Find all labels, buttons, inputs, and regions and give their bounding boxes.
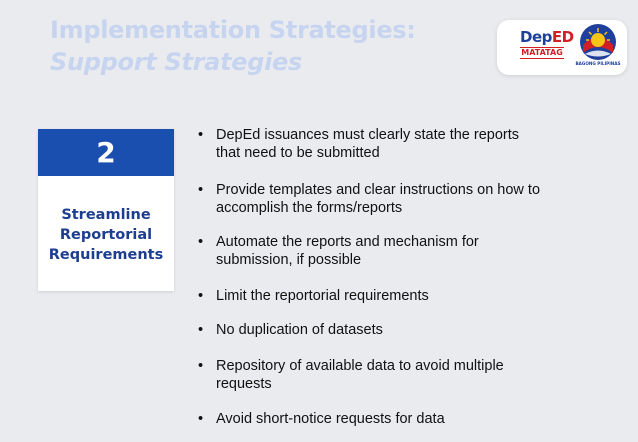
bagong-pilipinas-emblem-icon	[579, 23, 617, 61]
bagong-pilipinas-logo	[575, 23, 621, 67]
slide-title	[50, 14, 416, 78]
bullet-line: Limit the reportorial requirements	[216, 288, 429, 304]
bullet-line: submission, if possible	[216, 252, 362, 268]
strategy-card	[38, 129, 174, 291]
bullet-marker: •	[198, 182, 204, 198]
bullet-marker: •	[198, 322, 204, 338]
bullet-line: No duplication of datasets	[216, 322, 383, 338]
title-line-2: Support Strategies	[50, 48, 302, 76]
bullet-item	[196, 357, 616, 393]
deped-logo-text: DepED	[520, 28, 574, 46]
bullet-line: DepEd issuances must clearly state the reports	[216, 127, 520, 143]
bullet-line: that need to be submitted	[216, 145, 380, 161]
bullet-line: Provide templates and clear instructions on how to	[216, 182, 541, 198]
bullet-item	[196, 181, 616, 217]
strategy-title-line: Streamline	[61, 207, 151, 223]
bullet-marker: •	[198, 358, 204, 374]
bullet-line: Repository of available data to avoid multiple	[216, 358, 504, 374]
strategy-title-line: Reportorial	[59, 227, 153, 243]
title-line-1: Implementation Strategies:	[50, 16, 416, 44]
bullet-marker: •	[198, 288, 204, 304]
bullet-item	[196, 410, 616, 428]
deped-logo-accent: ED	[551, 28, 574, 46]
bagong-pilipinas-text: BAGONG PILIPINAS	[575, 61, 621, 66]
bullet-line: requests	[216, 376, 272, 392]
matatag-logo-text: MATATAG	[521, 48, 563, 57]
bullet-item	[196, 126, 616, 162]
bullet-line: Avoid short-notice requests for data	[216, 411, 445, 427]
bullet-item	[196, 321, 616, 339]
bullet-marker: •	[198, 411, 204, 427]
bullet-line: Automate the reports and mechanism for	[216, 234, 479, 250]
bullet-line: accomplish the forms/reports	[216, 200, 403, 216]
bullet-item	[196, 233, 616, 269]
deped-matatag-logo	[520, 28, 574, 59]
bullet-marker: •	[198, 234, 204, 250]
strategy-number: 2	[38, 129, 174, 176]
bullet-marker: •	[198, 127, 204, 143]
strategy-title	[38, 205, 174, 265]
logo-panel	[497, 20, 627, 75]
bullet-item	[196, 287, 616, 305]
strategy-title-line: Requirements	[48, 247, 164, 263]
